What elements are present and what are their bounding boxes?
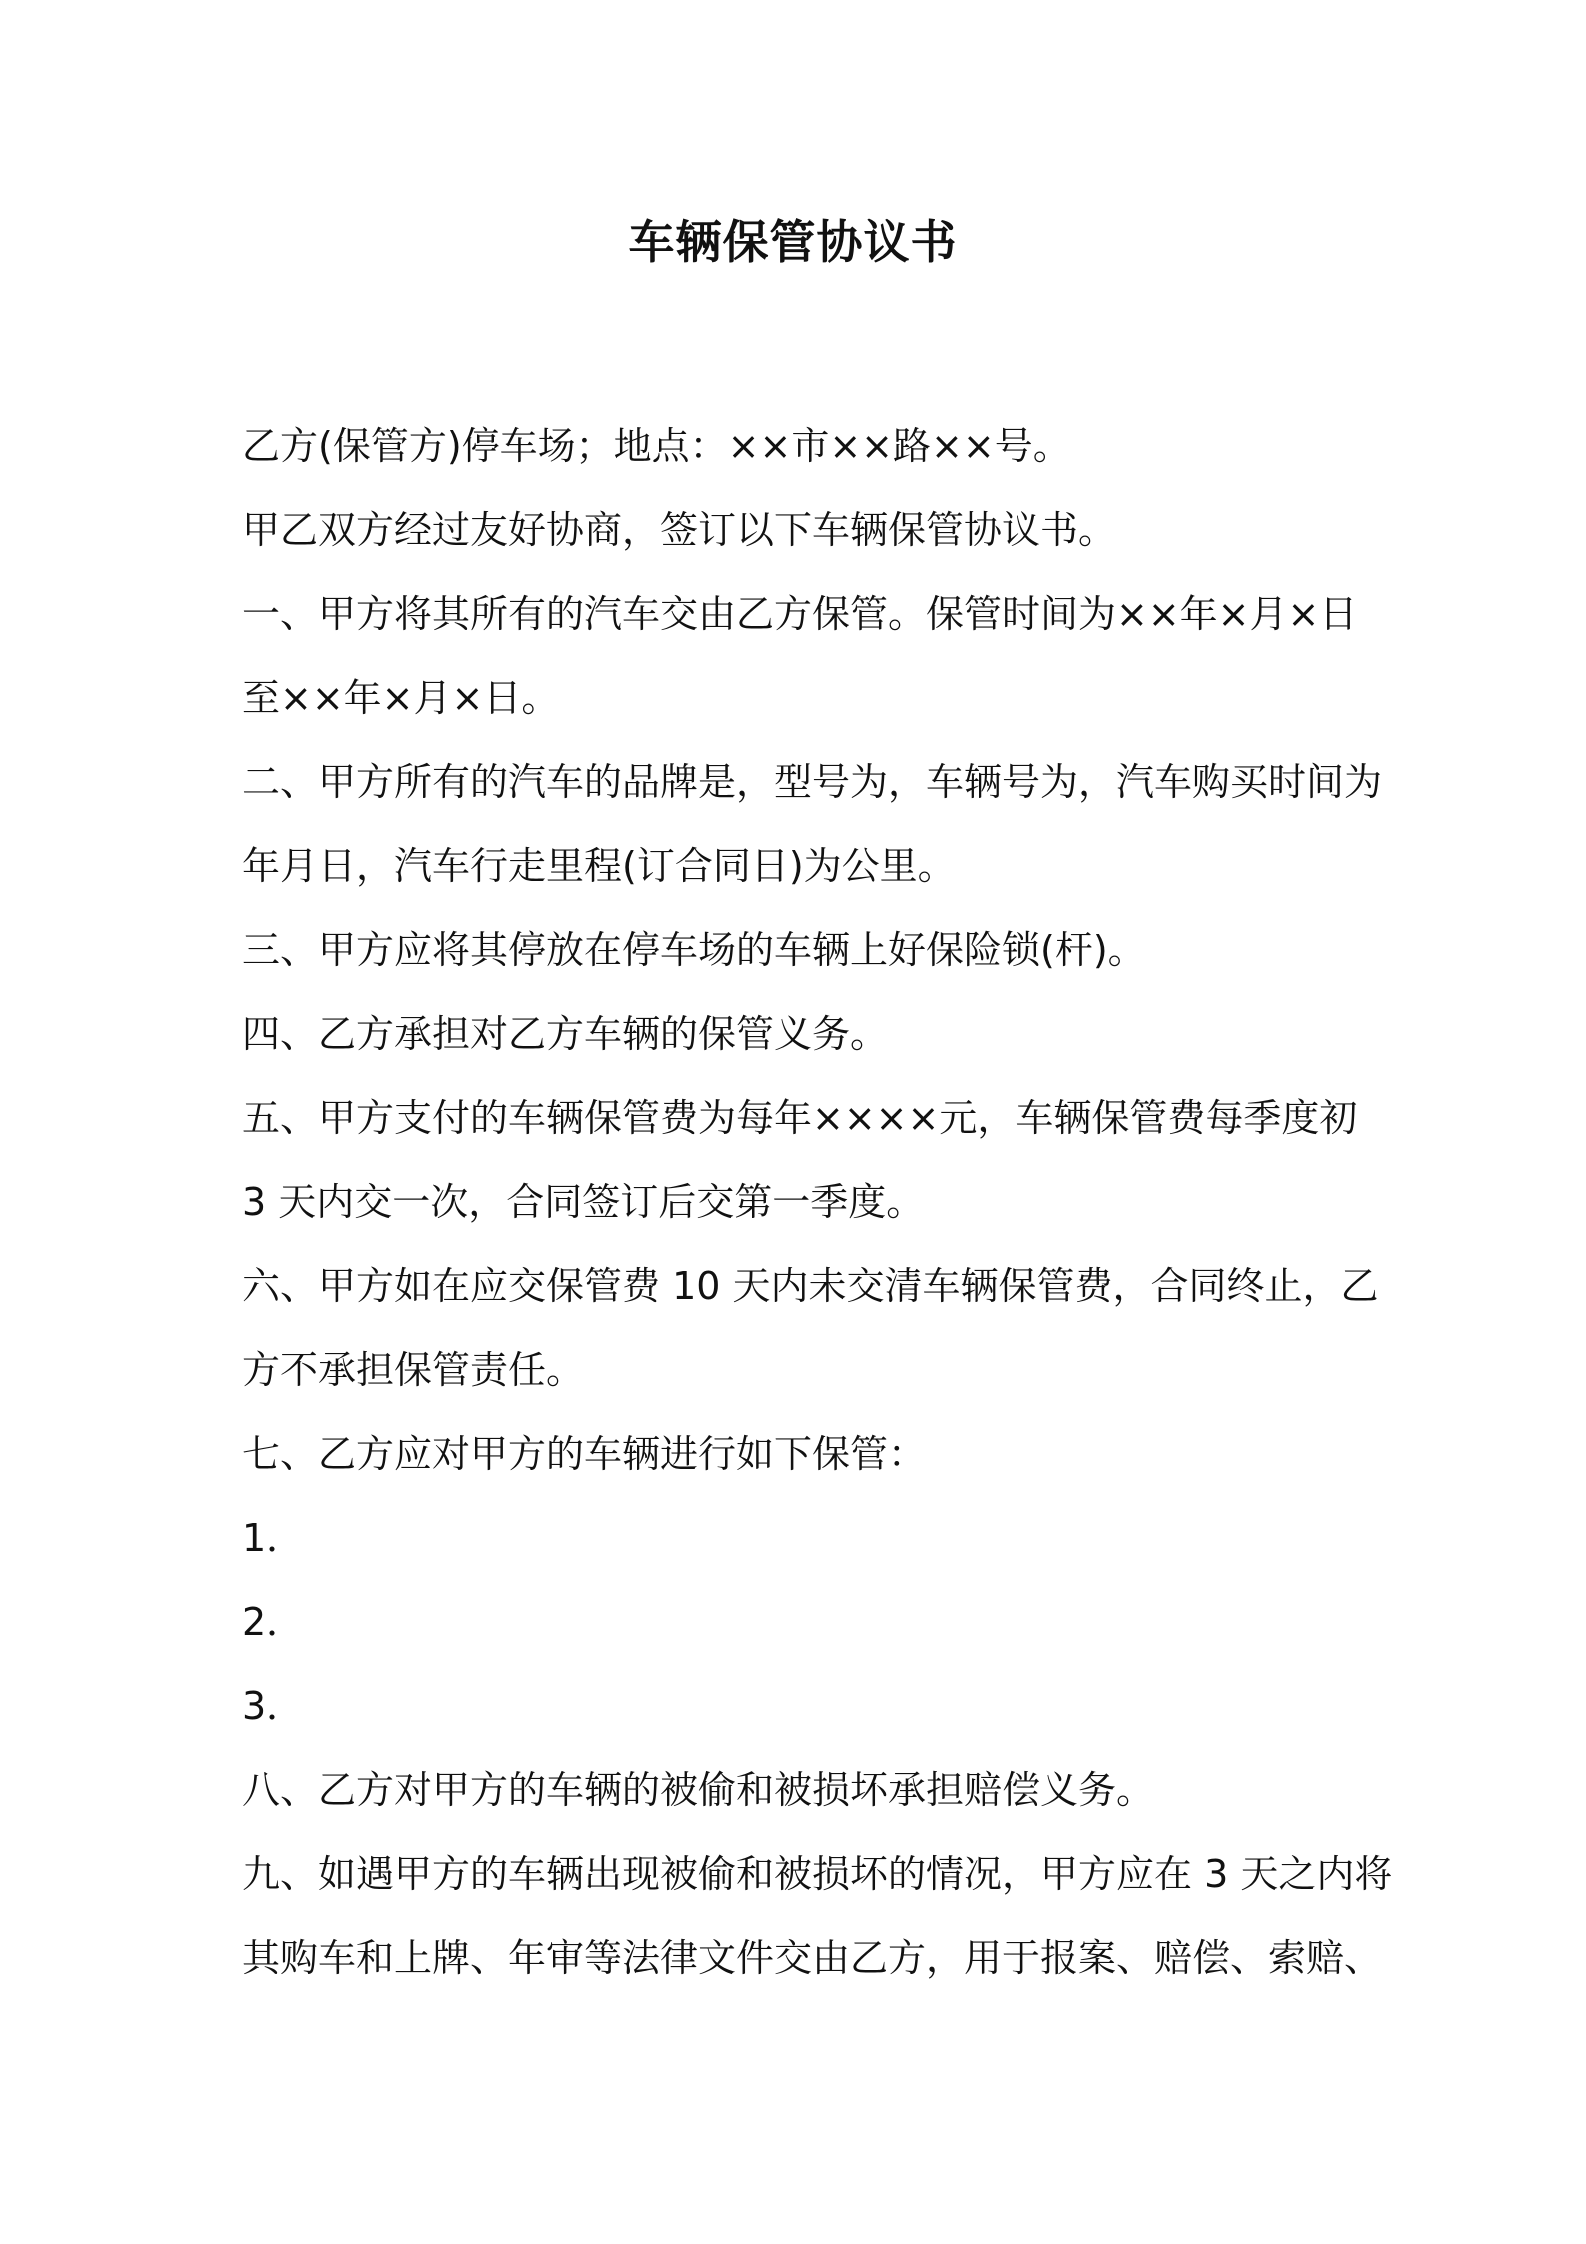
text-line: 一、甲方将其所有的汽车交由乙方保管。保管时间为××年×月×日 [242,592,1358,636]
text-line: 六、甲方如在应交保管费 10 天内未交清车辆保管费，合同终止，乙 [242,1264,1379,1308]
text-line: 年月日，汽车行走里程(订合同日)为公里。 [242,844,956,888]
text-line: 四、乙方承担对乙方车辆的保管义务。 [242,1012,889,1056]
document-title: 车辆保管协议书 [628,215,958,269]
text-line: 至××年×月×日。 [242,676,560,720]
list-item: 2． [242,1600,305,1644]
text-line: 乙方(保管方)停车场；地点：××市××路××号。 [242,424,1071,468]
text-line: 七、乙方应对甲方的车辆进行如下保管： [242,1432,927,1476]
text-line: 三、甲方应将其停放在停车场的车辆上好保险锁(杆)。 [242,928,1146,972]
text-line: 九、如遇甲方的车辆出现被偷和被损坏的情况，甲方应在 3 天之内将 [242,1852,1393,1896]
text-line: 其购车和上牌、年审等法律文件交由乙方，用于报案、赔偿、索赔、 [242,1936,1383,1980]
text-line: 五、甲方支付的车辆保管费为每年××××元，车辆保管费每季度初 [242,1096,1358,1140]
list-item: 1． [242,1516,305,1560]
text-line: 3 天内交一次，合同签订后交第一季度。 [242,1180,925,1224]
text-line: 八、乙方对甲方的车辆的被偷和被损坏承担赔偿义务。 [242,1768,1155,1812]
text-line: 方不承担保管责任。 [242,1348,585,1392]
list-item: 3． [242,1684,305,1728]
document-body [242,404,1393,2000]
text-line: 二、甲方所有的汽车的品牌是，型号为，车辆号为，汽车购买时间为 [242,760,1383,804]
text-line: 甲乙双方经过友好协商，签订以下车辆保管协议书。 [242,508,1117,552]
